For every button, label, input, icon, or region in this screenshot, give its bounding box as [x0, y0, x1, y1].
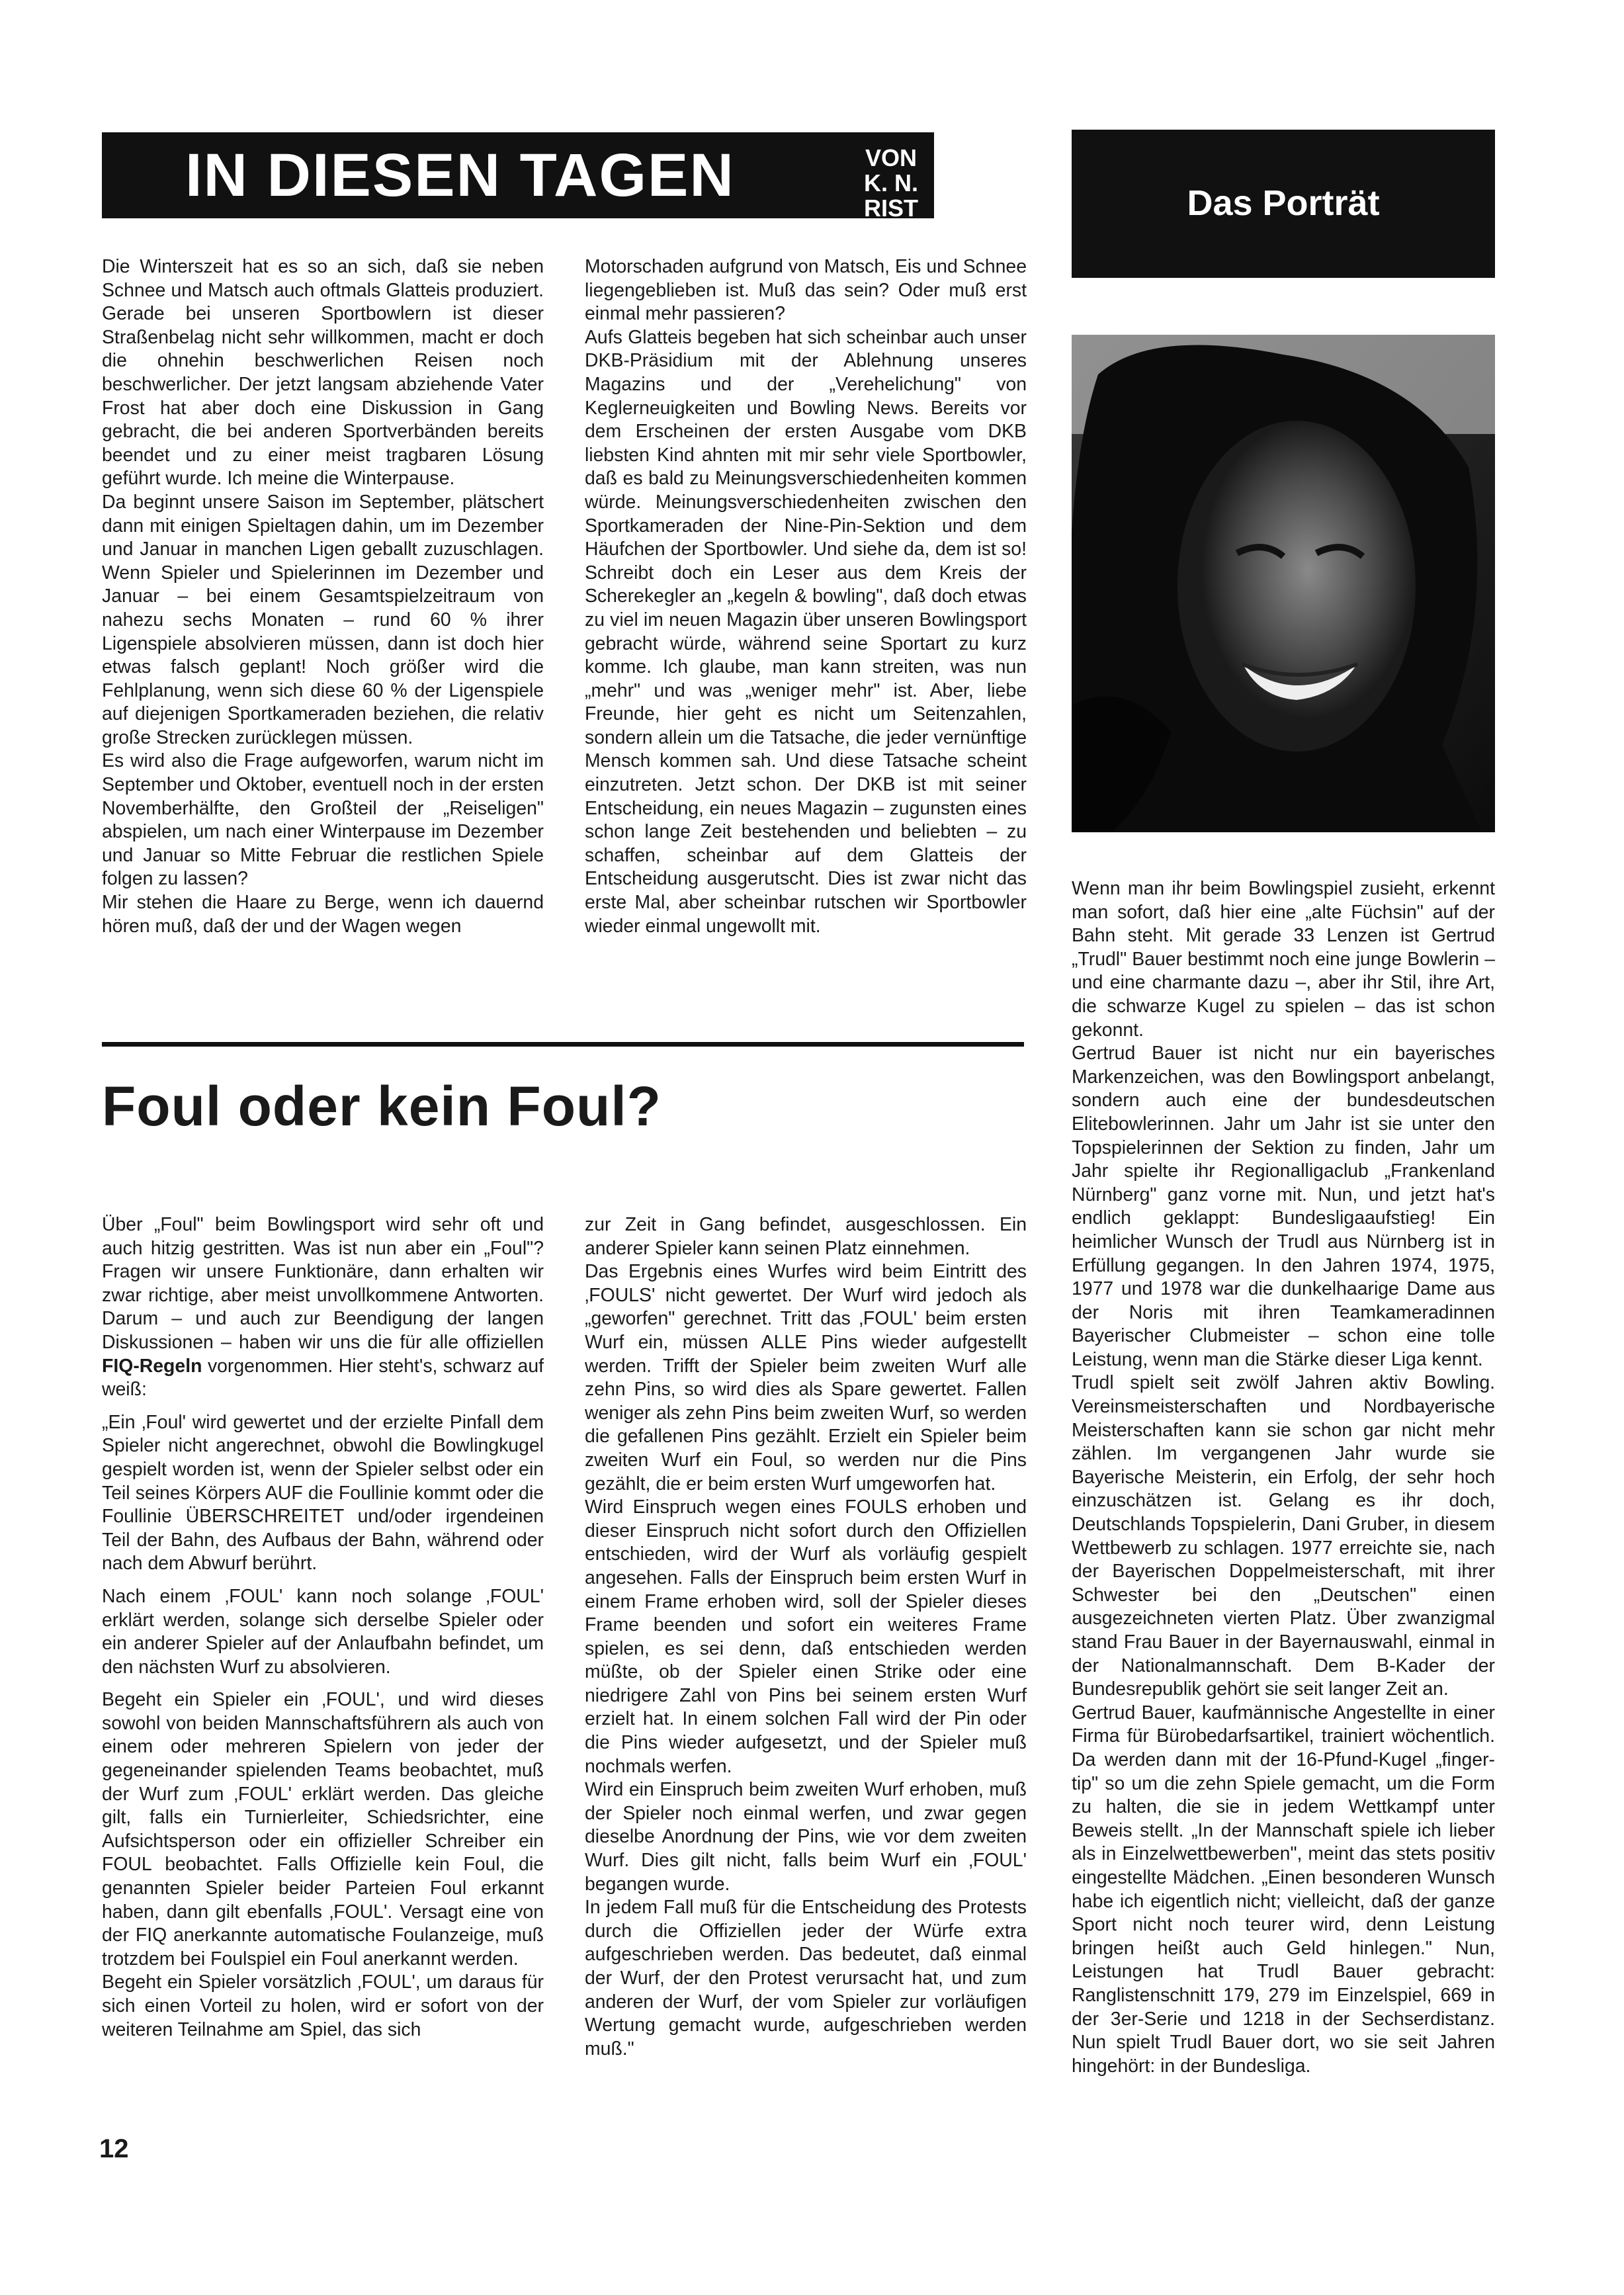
intro-text-b: vorgenommen. Hier steht's, schwarz auf weiß:: [102, 1355, 544, 1401]
column-article-col1: [102, 255, 544, 938]
paragraph-intro: [102, 1213, 544, 1402]
paragraph: Wenn man ihr beim Bowlingspiel zusieht, erkennt man sofort, daß hier eine „alte Füchsin" auf der Bahn steht. Mit gerade 33 Lenzen ist Gertrud „Trudl" Bauer bestimmt noch eine junge Bowlerin – und eine charmante dazu –, aber ihr Stil, ihre Art, die schwarze Kugel zu spielen – das ist schon gekonnt.: [1072, 878, 1495, 1041]
page-number: 12: [99, 2134, 129, 2163]
intro-text-a: Über „Foul" beim Bowlingsport wird sehr oft und auch hitzig gestritten. Was ist nun aber ein „Foul"? Fragen wir unsere Funktionäre, dann erhalten wir zwar richtige, aber meist unvollkommene Antworten. Darum – und auch zur Beendigung der langen Diskussionen – haben wir uns die für alle offiziellen: [102, 1214, 544, 1353]
column-banner: [102, 132, 934, 222]
paragraph: In jedem Fall muß für die Entscheidung des Protests durch die Offiziellen jeder der Würfe extra aufgeschrieben werden. Das bedeutet, daß einmal der Wurf, der den Protest verursacht hat, und zum anderen der Wurf, der vom Spieler zur vorläufigen Wertung gemacht wurde, aufgeschrieben werden muß.": [585, 1897, 1027, 2059]
paragraph: zur Zeit in Gang befindet, ausgeschlossen. Ein anderer Spieler kann seinen Platz einnehmen.: [585, 1214, 1027, 1259]
paragraph: Wird ein Einspruch beim zweiten Wurf erhoben, muß der Spieler noch einmal werfen, und zwar gegen dieselbe Anordnung der Pins, wie vor dem zweiten Wurf. Dies gilt nicht, falls beim Wurf ein ‚FOUL' begangen wurde.: [585, 1779, 1027, 1895]
paragraph: Es wird also die Frage aufgeworfen, warum nicht im September und Oktober, eventuell noch in der ersten Novemberhälfte, den Großteil der „Reiseligen" abspielen, um nach einer Winterpause im Dezember und Januar so Mitte Februar die restlichen Spiele folgen zu lassen?: [102, 750, 544, 890]
portrait-photo-image: [1072, 335, 1495, 832]
paragraph: Motorschaden aufgrund von Matsch, Eis und Schnee liegengeblieben ist. Muß das sein? Oder muß erst einmal mehr passieren?: [585, 256, 1027, 325]
foul-article-col1: [102, 1213, 544, 2042]
fiq-rules-term: FIQ-Regeln: [102, 1355, 202, 1377]
byline-author: K. N. RIST: [863, 169, 918, 222]
portrait-photo: [1072, 335, 1495, 832]
paragraph: Mir stehen die Haare zu Berge, wenn ich dauernd hören muß, daß der und der Wagen wegen: [102, 892, 544, 937]
paragraph: Aufs Glatteis begeben hat sich scheinbar auch unser DKB-Präsidium mit der Ablehnung unseres Magazins und der „Verehelichung" von Keglerneuigkeiten und Bowling News. Bereits vor dem Erscheinen der ersten Ausgabe vom DKB liebsten Kind ahnten mit mir sehr viele Sportbowler, daß es bald zu Meinungsverschiedenheiten kommen würde. Meinungsverschiedenheiten zwischen den Sportkameraden der Nine-Pin-Sektion und dem Häufchen der Sportbowler. Und siehe da, dem ist so! Schreibt doch ein Leser aus dem Kreis der Scherekegler an „kegeln & bowling", daß doch etwas zu viel im neuen Magazin über unseren Bowlingsport gebracht würde, während seine Sportart zu kurz komme. Ich glaube, man kann streiten, was nun „mehr" und was „weniger mehr" ist. Aber, liebe Freunde, hier geht es nicht um Seitenzahlen, sondern allein um die Tatsache, die jeder vernünftige Mensch kommen sah. Und diese Tatsache scheint einzutreten. Jetzt schon. Der DKB ist mit seiner Entscheidung, ein neues Magazin – zugunsten eines schon lange Zeit bestehenden und beliebten – zu schaffen, scheinbar auf dem Glatteis der Entscheidung ausgerutscht. Dies ist zwar nicht das erste Mal, aber scheinbar rutschen wir Sportbowler wieder einmal ungewollt mit.: [585, 326, 1027, 937]
paragraph: Nach einem ‚FOUL' kann noch solange ‚FOUL' erklärt werden, solange sich derselbe Spieler oder ein anderer Spieler auf der Anlaufbahn befindet, um den nächsten Wurf zu absolvieren.: [102, 1585, 544, 1678]
paragraph: Da beginnt unsere Saison im September, plätschert dann mit einigen Spieltagen dahin, um im Dezember und Januar in manchen Ligen geballt zuzuschlagen. Wenn Spieler und Spielerinnen im Dezember und Januar – bei einem Gesamtspielzeitraum von nahezu sechs Monaten – rund 60 % ihrer Ligenspiele absolvieren müssen, dann ist doch hier etwas falsch geplant! Noch größer wird die Fehlplanung, wenn sich diese 60 % der Ligenspiele auf diejenigen Sportkameraden beziehen, die relativ große Strecken zurücklegen müssen.: [102, 491, 544, 748]
paragraph: Das Ergebnis eines Wurfes wird beim Eintritt des ‚FOULS' nicht gewertet. Der Wurf wird jedoch als „geworfen" gerechnet. Tritt das ‚FOUL' beim ersten Wurf ein, müssen ALLE Pins wieder aufgestellt werden. Trifft der Spieler beim zweiten Wurf alle zehn Pins, so wird dies als Spare gewertet. Fallen weniger als zehn Pins beim zweiten Wurf, so werden die gefallenen Pins gezählt. Erzielt ein Spieler beim zweiten Wurf ein Foul, so werden nur die Pins gezählt, die er beim ersten Wurf umgeworfen hat.: [585, 1261, 1027, 1494]
paragraph: Gertrud Bauer, kaufmännische Angestellte in einer Firma für Bürobedarfsartikel, trainiert wöchentlich. Da werden dann mit der 16-Pfund-Kugel „finger-tip" so um die zehn Spiele gemacht, um die Form zu halten, die sie in jedem Wettkampf unter Beweis stellt. „In der Mannschaft spiele ich lieber als in Einzelwettbewerben", meint das stets positiv eingestellte Mädchen. „Einen besonderen Wunsch habe ich eigentlich nicht; vielleicht, daß der ganze Sport nicht noch teurer wird, denn Leistung bringen heißt auch Geld hinlegen." Nun, Leistungen hat Trudl Bauer gebracht: Ranglistenschnitt 179, 279 im Einzelspiel, 669 in der 3er-Serie und 1218 in der Sechserdistanz. Nun spielt Trudl Bauer dort, wo sie seit Jahren hingehört: in der Bundesliga.: [1072, 1702, 1495, 2077]
portrait-header: [1072, 130, 1495, 278]
section-divider: [102, 1042, 1024, 1047]
paragraph: Gertrud Bauer ist nicht nur ein bayerisches Markenzeichen, was den Bowlingsport anbelangt, sondern auch eine der bundesdeutschen Elitebowlerinnen. Jahr um Jahr ist sie unter den Topspielerinnen der Sektion zu finden, Jahr um Jahr spielte ihr Regionalligaclub „Frankenland Nürnberg" ganz vorne mit. Nun, und jetzt hat's endlich geklappt: Bundesligaaufstieg! Ein heimlicher Wunsch der Trudl aus Nürnberg ist in Erfüllung gegangen. In den Jahren 1974, 1975, 1977 und 1978 war die dunkelhaarige Dame aus der Noris mit ihren Teamkameradinnen Bayerischer Clubmeister – schon eine tolle Leistung, wenn man die Stärke dieser Liga kennt.: [1072, 1043, 1495, 1370]
byline-von: VON: [865, 144, 917, 171]
banner-byline: [841, 146, 941, 221]
paragraph: Begeht ein Spieler vorsätzlich ‚FOUL', um daraus für sich einen Vorteil zu holen, wird er sofort von der weiteren Teilnahme am Spiel, das sich: [102, 1971, 544, 2040]
column-article-col2: [585, 255, 1027, 938]
portrait-text: [1072, 877, 1495, 2078]
banner-title: IN DIESEN TAGEN: [185, 142, 735, 209]
paragraph: „Ein ‚Foul' wird gewertet und der erzielte Pinfall dem Spieler nicht angerechnet, obwohl die Bowlingkugel gespielt worden ist, wenn der Spieler selbst oder ein Teil seines Körpers AUF die Foullinie kommt oder die Foullinie ÜBERSCHREITET und/oder irgendeinen Teil der Bahn, des Aufbaus der Bahn, während oder nach dem Abwurf berührt.: [102, 1411, 544, 1575]
paragraph: Wird Einspruch wegen eines FOULS erhoben und dieser Einspruch nicht sofort durch den Offiziellen entschieden, wird der Wurf als vorläufig gespielt angesehen. Falls der Einspruch beim ersten Wurf in einem Frame erhoben wird, soll der Spieler dieses Frame beenden und sofort ein weiteres Frame spielen, es sei denn, daß entschieden werden müßte, ob der Spieler einen Strike oder eine niedrigere Zahl von Pins bei seinem ersten Wurf erzielt hat. In einem solchen Fall wird der Pin oder die Pins wieder aufgesetzt, und der Spieler muß nochmals werfen.: [585, 1496, 1027, 1777]
paragraph: Begeht ein Spieler ein ‚FOUL', und wird dieses sowohl von beiden Mannschaftsführern als auch von einem oder mehreren Spielern von jeder der gegeneinander spielenden Teams beobachtet, muß der Wurf zum ‚FOUL' erklärt werden. Das gleiche gilt, falls ein Turnierleiter, Schiedsrichter, eine Aufsichtsperson oder ein offizieller Schreiber ein FOUL beobachtet. Falls Offizielle kein Foul, die genannten Spieler beider Parteien Foul erkannt haben, dann gilt ebenfalls ‚FOUL'. Versagt eine von der FIQ anerkannte automatische Foulanzeige, muß trotzdem bei Foulspiel ein Foul anerkannt werden.: [102, 1689, 544, 1970]
headline-foul: Foul oder kein Foul?: [102, 1075, 662, 1137]
portrait-label: Das Porträt: [1187, 183, 1380, 223]
paragraph: Die Winterszeit hat es so an sich, daß sie neben Schnee und Matsch auch oftmals Glatteis produziert. Gerade bei unseren Sportbowlern ist dieser Straßenbelag nicht sehr willkommen, macht er doch die ohnehin beschwerlichen Reisen noch beschwerlicher. Der jetzt langsam abziehende Vater Frost hat aber doch eine Diskussion in Gang gebracht, die bei anderen Sportverbänden bereits beendet und zu einer meist tragbaren Lösung geführt wurde. Ich meine die Winterpause.: [102, 256, 544, 490]
paragraph: Trudl spielt seit zwölf Jahren aktiv Bowling. Vereinsmeisterschaften und Nordbayerische Meisterschaften kann sie schon gar nicht mehr zählen. Im vergangenen Jahr wurde sie Bayerische Meisterin, ein Erfolg, der sehr hoch einzuschätzen ist. Gelang es ihr doch, Deutschlands Topspielerin, Dani Gruber, in diesem Wettbewerb zu schlagen. 1977 erreichte sie, nach der Bayerischen Doppelmeisterschaft, mit ihrer Schwester bei den „Deutschen" einen ausgezeichneten vierten Platz. Über zwanzigmal stand Frau Bauer in der Bayernauswahl, einmal in der Nationalmannschaft. Dem B-Kader der Bundesrepublik gehört sie seit langer Zeit an.: [1072, 1372, 1495, 1700]
foul-article-col2: [585, 1213, 1027, 2061]
